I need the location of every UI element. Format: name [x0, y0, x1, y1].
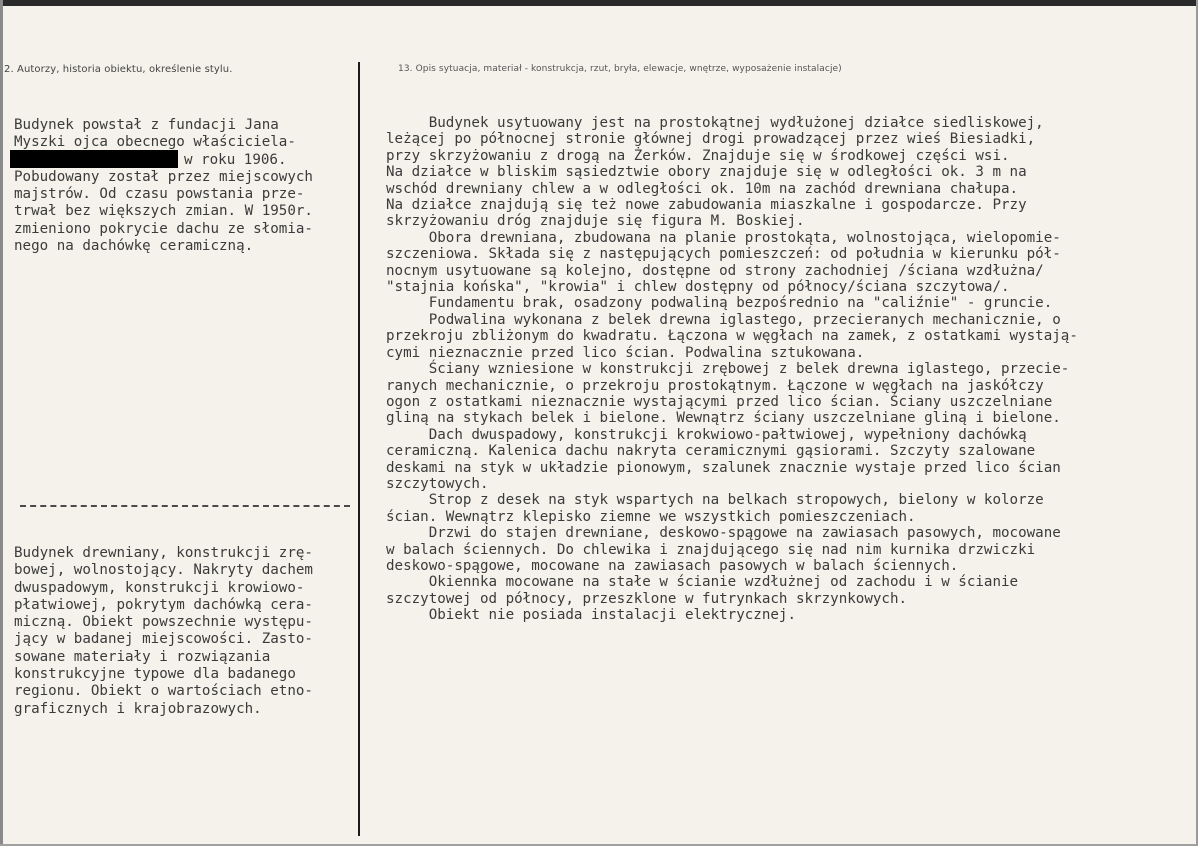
description-line: Obiekt nie posiada instalacji elektrycznej. — [386, 607, 796, 624]
description-line: nocnym usytuowane są kolejno, dostępne od strony zachodniej /ściana wzdłużna/ — [386, 262, 1044, 279]
description-line: Strop z desek na styk wspartych na belkach stropowych, bielony w kolorze — [386, 492, 1044, 509]
dashed-separator — [20, 505, 350, 507]
style-line: konstrukcyjne typowe dla badanego — [14, 666, 296, 683]
top-edge — [0, 0, 1198, 6]
description-line: Dach dwuspadowy, konstrukcji krokwiowo-pałtwiowej, wypełniony dachówką — [386, 426, 1027, 443]
description-line: Na działce w bliskim sąsiedztwie obory znajduje się w odległości ok. 3 m na — [386, 164, 1027, 181]
history-line: nego na dachówkę ceramiczną. — [14, 238, 254, 255]
history-line: Myszki ojca obecnego właściciela- — [14, 134, 296, 151]
description-line: ścian. Wewnątrz klepisko ziemne we wszystkich pomieszczeniach. — [386, 508, 916, 525]
history-line: Budynek powstał z fundacji Jana — [14, 117, 279, 133]
description-line: leżącej po północnej stronie głównej drogi prowadzącej przez wieś Biesiadki, — [386, 131, 1036, 148]
history-line: Pobudowany został przez miejscowych — [14, 168, 313, 185]
description-line: cymi nieznacznie przed lico ścian. Podwalina sztukowana. — [386, 344, 865, 361]
section-header-authors: 2. Autorzy, historia obiektu, określenie stylu. — [4, 64, 233, 75]
description-line: w balach ściennych. Do chlewika i znajdującego się nad nim kurnika drzwiczki — [386, 541, 1036, 558]
description-line: przekroju zbliżonym do kwadratu. Łączona w węgłach na zamek, z ostatkami wystają- — [386, 328, 1078, 345]
description-line: szczytowych. — [386, 475, 489, 492]
style-text — [14, 545, 313, 718]
description-line: Na działce znajdują się też nowe zabudowania miaszkalne i gospodarcze. Przy — [386, 197, 1027, 214]
history-line: zmieniono pokrycie dachu ze słomia- — [14, 220, 313, 237]
style-line: sowane materiały i rozwiązania — [14, 648, 271, 665]
description-line: Drzwi do stajen drewniane, deskowo-spągowe na zawiasach pasowych, mocowane — [386, 525, 1061, 542]
style-line: miczną. Obiekt powszechnie występu- — [14, 614, 313, 631]
history-line: majstrów. Od czasu powstania prze- — [14, 186, 305, 203]
description-line: szczeniowa. Składa się z następujących pomieszczeń: od południa w kierunku pół- — [386, 246, 1061, 263]
history-text — [14, 117, 313, 255]
style-line: płatwiowej, pokrytym dachówką cera- — [14, 596, 313, 613]
description-line: Okiennka mocowane na stałe w ścianie wzdłużnej od zachodu i w ścianie — [386, 574, 1019, 591]
description-text — [386, 115, 1078, 624]
description-line: deskami na styk w układzie pionowym, szalunek znacznie wystaje przed lico ścian — [386, 459, 1061, 476]
description-line: Fundamentu brak, osadzony podwaliną bezpośrednio na "caliźnie" - gruncie. — [386, 295, 1053, 312]
style-line: dwuspadowym, konstrukcji krowiowo- — [14, 579, 305, 596]
style-line: jący w badanej miejscowości. Zasto- — [14, 631, 313, 648]
redaction-bar — [10, 150, 178, 168]
style-line: Budynek drewniany, konstrukcji zrę- — [14, 545, 313, 561]
description-line: deskowo-spągowe, mocowane na zawiasach pasowych w balach ściennych. — [386, 557, 959, 574]
description-line: przy skrzyżowaniu z drogą na Żerków. Znajduje się w środkowej części wsi. — [386, 147, 1010, 164]
style-line: bowej, wolnostojący. Nakryty dachem — [14, 562, 313, 579]
description-line: ceramiczną. Kalenica dachu nakryta ceramicznymi gąsiorami. Szczyty szalowane — [386, 443, 1036, 460]
history-line: trwał bez większych zmian. W 1950r. — [14, 203, 313, 220]
left-edge — [0, 0, 3, 846]
description-line: ranych mechanicznie, o przekroju prostokątnym. Łączone w węgłach na jaskółczy — [386, 377, 1044, 394]
style-line: regionu. Obiekt o wartościach etno- — [14, 683, 313, 700]
description-line: ogon z ostatkami nieznacznie wystającymi przed lico ścian. Ściany uszczelniane — [386, 393, 1053, 410]
description-line: wschód drewniany chlew a w odległości ok. 10m na zachód drewniana chałupa. — [386, 180, 1019, 197]
description-line: skrzyżowaniu dróg znajduje się figura M. Boskiej. — [386, 213, 805, 230]
description-line: Ściany wzniesione w konstrukcji zrębowej z belek drewna iglastego, przecie- — [386, 361, 1070, 378]
description-line: Budynek usytuowany jest na prostokątnej wydłużonej działce siedliskowej, — [386, 115, 1044, 131]
column-divider — [358, 62, 360, 836]
description-line: gliną na stykach belek i bielone. Wewnątrz ściany uszczelniane gliną i bielone. — [386, 410, 1061, 427]
style-line: graficznych i krajobrazowych. — [14, 700, 262, 717]
description-line: szczytowej od północy, przeszklone w futrynkach skrzynkowych. — [386, 590, 908, 607]
history-line-tail: w roku 1906. — [184, 151, 287, 168]
description-line: "stajnia końska", "krowia" i chlew dostępny od północy/ściana szczytowa/. — [386, 279, 1010, 296]
section-header-description: 13. Opis sytuacja, materiał - konstrukcja, rzut, bryła, elewacje, wnętrze, wyposażenie instalacje) — [398, 64, 842, 74]
description-line: Obora drewniana, zbudowana na planie prostokąta, wolnostojąca, wielopomie- — [386, 229, 1061, 246]
description-line: Podwalina wykonana z belek drewna iglastego, przecieranych mechanicznie, o — [386, 311, 1061, 328]
